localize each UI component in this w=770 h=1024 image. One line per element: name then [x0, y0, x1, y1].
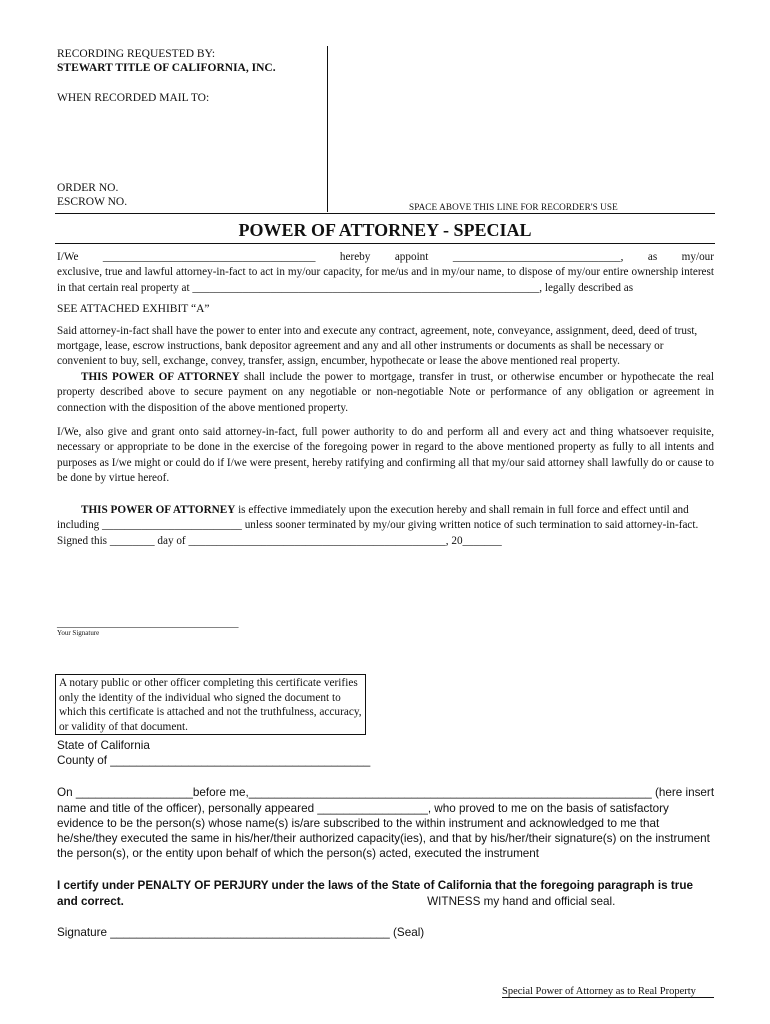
include-heading: THIS POWER OF ATTORNEY [81, 370, 240, 383]
company-name: STEWART TITLE OF CALIFORNIA, INC. [57, 62, 276, 74]
signed-line: Signed this ________ day of ______________________________________________, 20_______ [57, 534, 502, 547]
recording-header [57, 47, 317, 105]
witness-text: WITNESS my hand and official seal. [427, 894, 616, 908]
title-underline [55, 243, 715, 244]
perjury-certification [57, 878, 715, 908]
order-escrow-block [57, 181, 307, 209]
escrow-no-label: ESCROW NO. [57, 196, 128, 208]
recorder-use-note: SPACE ABOVE THIS LINE FOR RECORDER'S USE [409, 202, 618, 212]
notary-notice-text: A notary public or other officer completing this certificate verifies only the identity of the individual who signed the document to which this certificate is attached and not the truthfulness, accuracy, or validity of that document. [59, 677, 362, 733]
powers-paragraph: Said attorney-in-fact shall have the power to enter into and execute any contract, agreement, note, conveyance, assignment, deed, deed of trust, mortgage, lease, escrow instructions, bank depositor agreement and any and all other instruments or documents as shall be necessary or convenient to buy, sell, exchange, convey, transfer, assign, encumber, hypothecate or lease the above mentioned real property. [57, 324, 698, 368]
effective-paragraph [57, 503, 714, 534]
acknowledgment-paragraph: On __________________before me,______________________________________________________________ (here insert name and title of the officer), personally appeared _________________, who proved to me on the basis of satisfactory evidence to be the person(s) whose name(s) is/are subscribed to the within instrument and acknowledged to me that he/she/they executed the same in his/her/their authorized capacity(ies), and that by his/her/their signature(s) on the instrument the person(s), or the entity upon behalf of which the person(s) acted, executed the instrument [57, 786, 715, 861]
effective-heading: THIS POWER OF ATTORNEY [81, 503, 236, 516]
footer-title: Special Power of Attorney as to Real Property [502, 986, 714, 998]
authority-paragraph: I/We, also give and grant onto said attorney-in-fact, full power authority to do and perform all and every act and thing whatsoever requisite, necessary or appropriate to be done in the exercise of the foregoing power in regard to the above mentioned property as fully to all intents and purposes as I/we might or could do if I/we were present, hereby ratifying and confirming all that my/our said attorney shall lawfully do or cause to be done by virtue hereof. [57, 426, 714, 485]
header-vertical-divider [327, 46, 328, 212]
perjury-text: I certify under PENALTY OF PERJURY under the laws of the State of California that the foregoing paragraph is true and correct. [57, 879, 693, 908]
notary-notice-box [55, 674, 366, 735]
include-text: shall include the power to mortgage, transfer in trust, or otherwise encumber or hypothecate the real property described above to secure payment on any negotiable or non-negotiable Note or performance of any obligation or agreement in connection with the disposition of the above mentioned property. [57, 370, 714, 414]
notary-signature-line[interactable]: Signature ___________________________________________ (Seal) [57, 925, 425, 939]
order-no-label: ORDER NO. [57, 182, 119, 194]
state-label: State of California [57, 739, 150, 752]
document-body [57, 250, 714, 549]
exhibit-reference: SEE ATTACHED EXHIBIT “A” [57, 303, 210, 316]
signature-line[interactable]: _________________________________ [57, 617, 239, 629]
signature-caption: Your Signature [57, 629, 100, 637]
grant-paragraph: exclusive, true and lawful attorney-in-fact to act in my/our capacity, for me/us and in my/our name, to dispose of my/our entire ownership interest in that certain real property at ______________________________________________________________, legally described as [57, 266, 714, 294]
grant-line-1: I/We ______________________________________ hereby appoint ______________________________, as my/our [57, 251, 714, 263]
notary-section [57, 738, 717, 940]
recorder-line [55, 213, 715, 214]
effective-text: is effective immediately upon the execution hereby and shall remain in full force and effect until and including _________________________ unless sooner terminated by my/our giving written notice of such termination to said attorney-in-fact. [57, 503, 699, 532]
include-paragraph [57, 370, 714, 416]
recording-requested-label: RECORDING REQUESTED BY: [57, 48, 216, 60]
when-recorded-label: WHEN RECORDED MAIL TO: [57, 92, 210, 104]
county-label: County of ________________________________________ [57, 754, 371, 768]
document-title: POWER OF ATTORNEY - SPECIAL [238, 220, 532, 240]
